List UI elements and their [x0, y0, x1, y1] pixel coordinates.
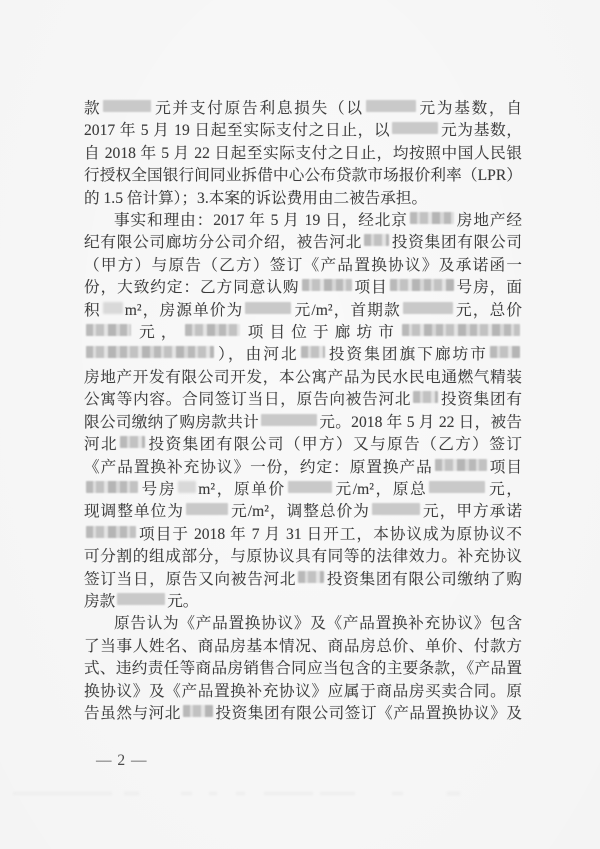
document-line — [84, 658, 522, 680]
scan-artifact — [447, 792, 460, 795]
line-text: m²，原单价 — [198, 480, 286, 498]
document-line — [84, 636, 522, 658]
redaction-block — [298, 571, 324, 583]
scan-artifact — [209, 792, 217, 795]
document-line — [84, 524, 522, 546]
line-text: 行授权全国银行间同业拆借中心公布贷款市场报价利率（LPR） — [84, 167, 522, 185]
line-text: 号房 — [140, 480, 177, 498]
scan-artifact — [13, 792, 112, 795]
redaction-block — [302, 279, 352, 291]
document-line — [84, 232, 522, 254]
line-text: 元/m²，首期款 — [293, 301, 401, 319]
redaction-block — [178, 481, 196, 493]
line-text: 河北 — [84, 436, 119, 454]
line-text: 现调整单位为 — [84, 503, 185, 521]
document-line — [84, 681, 522, 703]
redaction-block — [117, 593, 165, 605]
redaction-block — [490, 346, 520, 358]
document-line — [84, 569, 522, 591]
line-text: 了当事人姓名、商品房基本情况、商品房总价、单价、付款方 — [84, 637, 522, 655]
document-line — [84, 591, 522, 613]
line-text: 元。2018 年 5 月 22 日，被告 — [319, 413, 522, 431]
line-text: 原告认为《产品置换协议》及《产品置换补充协议》包含 — [114, 615, 522, 633]
line-text: 项目于 2018 年 7 月 31 日开工，本协议成为原协议不 — [138, 525, 522, 543]
redaction-block — [372, 503, 420, 515]
line-text: 事实和理由：2017 年 5 月 19 日，经北京 — [114, 212, 408, 230]
scan-artifact — [264, 792, 313, 795]
redaction-block — [103, 100, 151, 112]
line-text: 元， — [133, 324, 183, 342]
redaction-block — [86, 346, 214, 358]
line-text: 投资集团旗下廊坊市 — [326, 346, 488, 364]
scan-artifact — [236, 792, 245, 795]
document-line — [84, 613, 522, 635]
line-text: 元/m²，原总 — [333, 480, 428, 498]
line-text: 投资集团有限公司（甲方）又与原告（乙方）签订 — [147, 436, 522, 454]
document-line — [84, 143, 522, 165]
line-text: 告虽然与河北 — [84, 704, 181, 722]
scan-artifact — [181, 792, 192, 795]
line-text: 投资集团有限公司签订《产品置换协议》及 — [214, 704, 522, 722]
redaction-block — [413, 391, 438, 403]
line-text: 投资集团有 — [440, 391, 522, 409]
line-text: 限公司缴纳了购房款共计 — [84, 413, 260, 431]
line-text: 号房，面 — [455, 279, 522, 297]
document-line — [84, 277, 522, 299]
line-text: 签订当日，原告又向被告河北 — [84, 570, 297, 588]
line-text: 式、违约责任等商品房销售合同应当包含的主要条款，《产品置 — [84, 660, 522, 678]
redaction-block — [366, 100, 416, 112]
redaction-block — [288, 481, 332, 493]
line-text: 元。 — [167, 592, 199, 610]
line-text: 款 — [84, 100, 102, 117]
document-line — [84, 188, 522, 210]
line-text: 《产品置换补充协议》一份，约定：原置换产品 — [84, 458, 433, 476]
redaction-block — [86, 481, 138, 493]
line-text: 房地产开发有限公司开发，本公寓产品为民水民电通燃气精装 — [84, 368, 522, 386]
line-text: 积 — [84, 301, 101, 319]
document-line — [84, 703, 522, 725]
redaction-block — [429, 481, 485, 493]
line-text: 换协议》及《产品置换补充协议》应属于商品房买卖合同。原 — [84, 682, 522, 700]
scan-artifact — [392, 792, 403, 795]
line-text: 纪有限公司廊坊分公司介绍，被告河北 — [84, 234, 363, 252]
text-block — [84, 98, 522, 725]
line-text: 投资集团有限公司缴纳了购 — [326, 570, 522, 588]
redaction-block — [186, 503, 228, 515]
line-text: 项目 — [353, 279, 388, 297]
line-text: 份，大致约定：乙方同意认购 — [84, 279, 300, 297]
redaction-block — [392, 122, 438, 134]
document-line — [84, 322, 522, 344]
line-text: 公寓等内容。合同签订当日，原告向被告河北 — [84, 391, 412, 409]
line-text: 元/m²，调整总价为 — [230, 503, 370, 521]
line-text: 2017 年 5 月 19 日起至实际支付之日止，以 — [84, 122, 391, 140]
line-text: 投资集团有限公司 — [391, 234, 522, 252]
redaction-block — [410, 212, 454, 224]
line-text: 元， — [487, 480, 522, 498]
document-line — [84, 300, 522, 322]
document-line — [84, 98, 522, 120]
line-text: 元为基数， — [440, 122, 522, 140]
scan-artifact — [320, 792, 355, 795]
line-text: ），由河北 — [216, 346, 299, 364]
redaction-block — [364, 234, 389, 246]
document-line — [84, 457, 522, 479]
line-text: 房地产经 — [455, 212, 522, 230]
scan-artifact — [124, 792, 139, 795]
redaction-block — [301, 346, 325, 358]
redaction-block — [245, 302, 291, 314]
redaction-block — [261, 414, 317, 426]
redaction-block — [185, 324, 240, 336]
document-line — [84, 389, 522, 411]
document-line — [84, 210, 522, 232]
line-text: 项目位于廊坊市 — [241, 324, 400, 342]
line-text: （甲方）与原告（乙方）签订《产品置换协议》及承诺函一 — [84, 256, 522, 274]
page-number: — 2 — — [96, 752, 148, 769]
line-text: m²，房源单价为 — [124, 301, 244, 319]
redaction-block — [435, 459, 487, 471]
line-text: 元为基数，自 — [417, 100, 522, 117]
document-line — [84, 120, 522, 142]
redaction-block — [183, 705, 213, 717]
document-line — [84, 165, 522, 187]
line-text: 元并支付原告利息损失（以 — [153, 100, 364, 117]
document-line — [84, 434, 522, 456]
line-text: 元，甲方承诺 — [421, 503, 522, 521]
line-text: 项目 — [488, 458, 522, 476]
redaction-block — [86, 526, 136, 538]
line-text: 元，总价 — [454, 301, 522, 319]
document-line — [84, 367, 522, 389]
document-line — [84, 501, 522, 523]
redaction-block — [86, 324, 131, 336]
document-line — [84, 344, 522, 366]
redaction-block — [402, 324, 520, 336]
redaction-block — [390, 279, 454, 291]
document-line — [84, 479, 522, 501]
document-line — [84, 255, 522, 277]
line-text: 可分割的组成部分，与原协议具有同等的法律效力。补充协议 — [84, 548, 522, 566]
document-line — [84, 546, 522, 568]
document-line — [84, 412, 522, 434]
line-text: 房款 — [84, 592, 116, 610]
line-text: 的 1.5 倍计算）；3.本案的诉讼费用由二被告承担。 — [84, 189, 428, 207]
redaction-block — [403, 302, 453, 314]
redaction-block — [103, 302, 123, 314]
line-text: 自 2018 年 5 月 22 日起至实际支付之日止，均按照中国人民银 — [84, 144, 522, 162]
redaction-block — [120, 436, 145, 448]
